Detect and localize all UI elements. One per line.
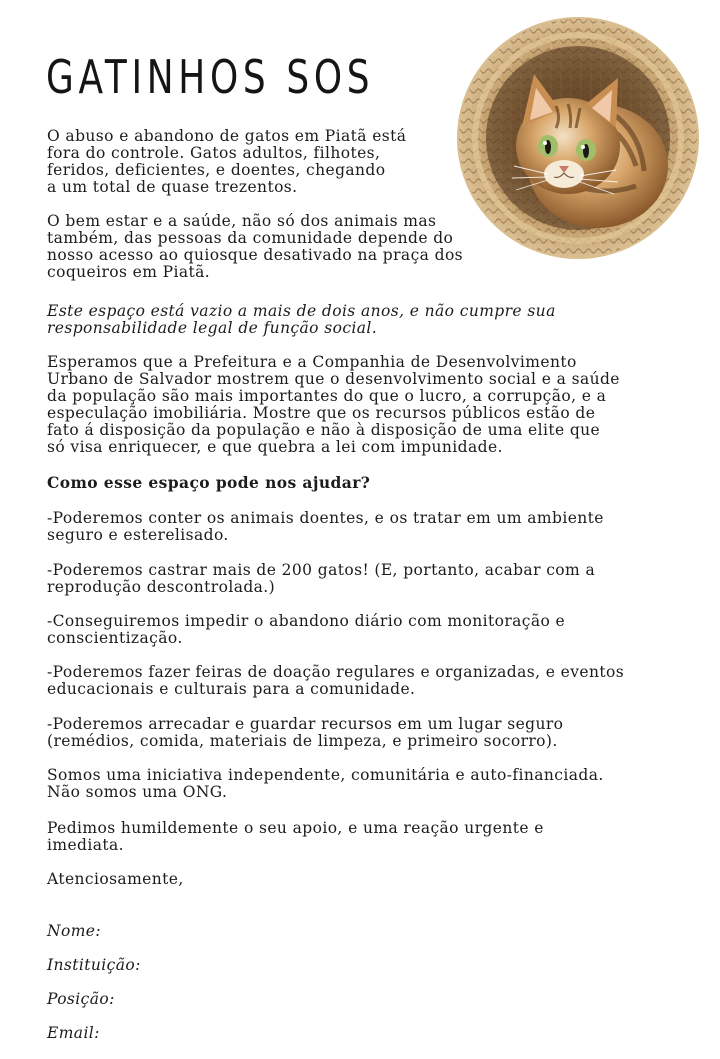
intro-paragraph-italic: Este espaço está vazio a mais de dois anos, e não cumpre sua responsabilidade legal de função social. — [47, 302, 556, 337]
help-item: -Conseguiremos impedir o abandono diário com monitoração e conscientização. — [47, 612, 566, 647]
help-item: -Poderemos fazer feiras de doação regulares e organizadas, e eventos educacionais e culturais para a comunidade. — [47, 663, 625, 698]
signature-fields — [47, 906, 141, 1059]
signoff: Atenciosamente, — [47, 870, 184, 888]
page-title: GATINHOS SOS — [46, 50, 375, 104]
help-item: -Poderemos castrar mais de 200 gatos! (E, portanto, acabar com a reprodução descontrolada.) — [47, 561, 596, 596]
help-heading: Como esse espaço pode nos ajudar? — [47, 473, 371, 492]
help-item: -Poderemos arrecadar e guardar recursos em um lugar seguro (remédios, comida, materiais de limpeza, e primeiro socorro). — [47, 715, 564, 750]
intro-paragraph-4: Esperamos que a Prefeitura e a Companhia de Desenvolvimento Urbano de Salvador mostrem que o desenvolvimento social e a saúde da população são mais importantes do que o lucro, a corrupção, e a especulação imobiliária. Mostre que os recursos públicos estão de fato á disposição da população e não à disposição de uma elite que só visa enriquecer, e que quebra a lei com impunidade. — [47, 353, 620, 456]
field-email-label: Email: — [47, 1024, 100, 1042]
field-name-label: Nome: — [47, 922, 101, 940]
cat-in-basket-photo — [456, 16, 700, 260]
field-position-label: Posição: — [47, 990, 115, 1008]
help-item: -Poderemos conter os animais doentes, e os tratar em um ambiente seguro e esterelisado. — [47, 509, 604, 544]
field-institution-label: Instituição: — [47, 956, 141, 974]
intro-paragraph-1: O abuso e abandono de gatos em Piatã está fora do controle. Gatos adultos, filhotes, feridos, deficientes, e doentes, chegando a um total de quase trezentos. — [47, 127, 407, 196]
intro-paragraph-2: O bem estar e a saúde, não só dos animais mas também, das pessoas da comunidade depende do nosso acesso ao quiosque desativado na praça dos coqueiros em Piatã. — [47, 212, 464, 281]
closing-paragraph-1: Somos uma iniciativa independente, comunitária e auto-financiada. Não somos uma ONG. — [47, 766, 604, 801]
closing-paragraph-2: Pedimos humildemente o seu apoio, e uma reação urgente e imediata. — [47, 819, 544, 854]
